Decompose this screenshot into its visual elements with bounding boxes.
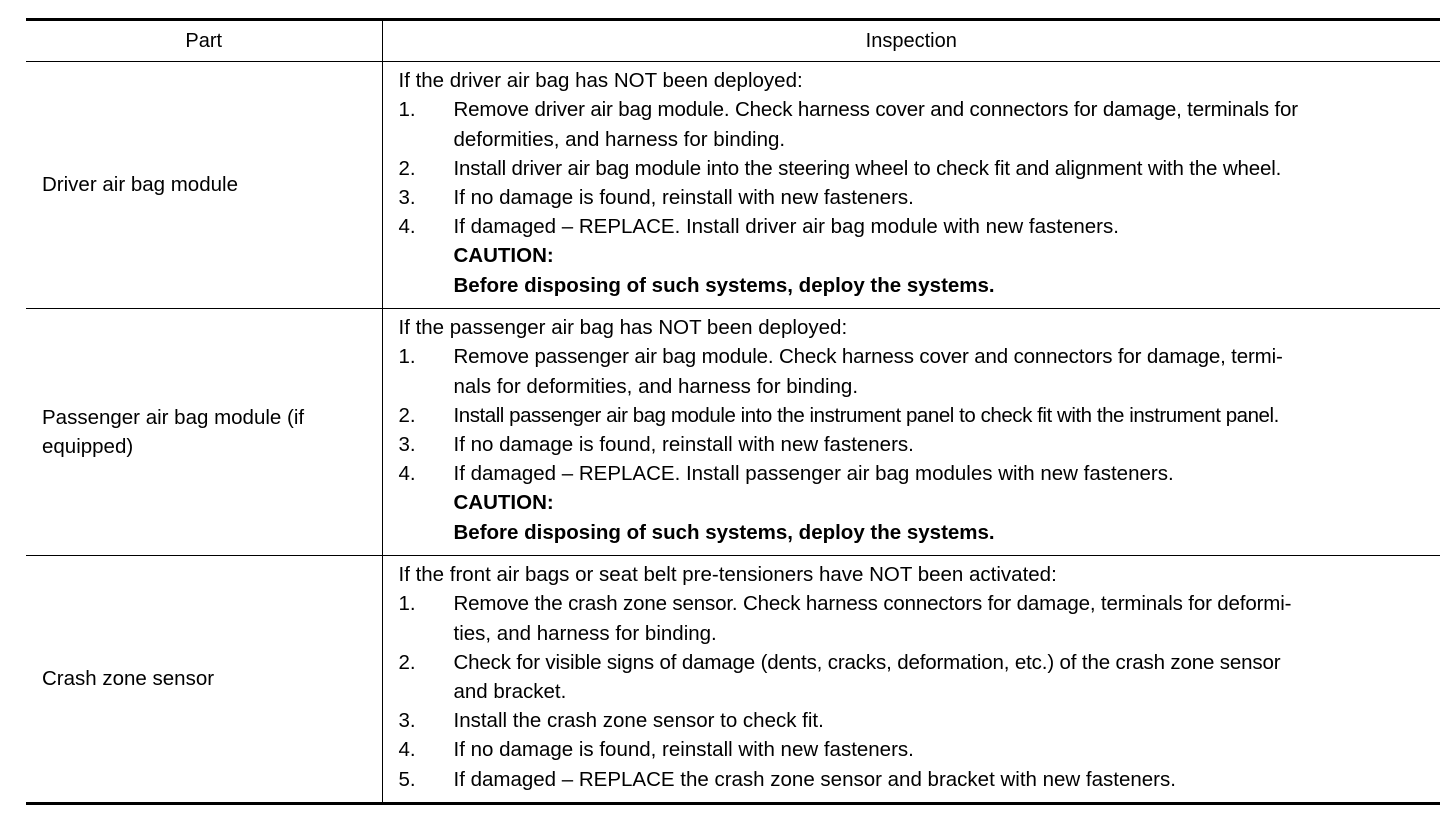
step-text-line: deformities, and harness for binding.: [453, 127, 786, 151]
step-number: 4.: [398, 738, 416, 762]
table-header-row: [26, 20, 1440, 62]
step-text-line: Remove the crash zone sensor. Check harness connectors for damage, terminals for deformi-: [453, 592, 1292, 616]
step-number: 4.: [398, 215, 416, 239]
step-text-line: Check for visible signs of damage (dents, cracks, deformation, etc.) of the crash zone sensor: [453, 650, 1281, 674]
step-text-line: Remove passenger air bag module. Check harness cover and connectors for damage, termi-: [453, 345, 1283, 369]
step-text: If no damage is found, reinstall with new fasteners.: [453, 738, 914, 762]
inspection-step: [399, 589, 1441, 647]
step-text: If no damage is found, reinstall with new fasteners.: [453, 186, 914, 209]
step-number: 2.: [398, 403, 416, 427]
table-row: [26, 556, 1440, 804]
step-text-line: nals for deformities, and harness for binding.: [453, 374, 859, 398]
inspection-step: [399, 95, 1441, 153]
inspection-intro: If the passenger air bag has NOT been deployed:: [398, 316, 848, 340]
inspection-cell: [382, 556, 1440, 804]
inspection-step: [399, 154, 1441, 183]
inspection-intro: If the driver air bag has NOT been deployed:: [398, 69, 803, 93]
part-cell: [26, 62, 382, 309]
step-number: 3.: [398, 433, 416, 456]
step-number: 2.: [398, 650, 416, 674]
inspection-step: [399, 342, 1441, 400]
part-name-line: equipped): [42, 435, 134, 458]
step-text-line: and bracket.: [453, 680, 567, 703]
inspection-step: [399, 648, 1441, 706]
table-row: [26, 62, 1440, 309]
inspection-intro: If the front air bags or seat belt pre-tensioners have NOT been activated:: [398, 563, 1057, 587]
step-number: 1.: [398, 345, 416, 369]
inspection-step: [399, 765, 1441, 794]
part-cell: [26, 556, 382, 804]
step-number: 3.: [398, 186, 416, 209]
header-inspection: Inspection: [382, 20, 1440, 62]
inspection-step: [399, 706, 1441, 735]
part-name: Crash zone sensor: [42, 667, 215, 691]
inspection-step: [399, 459, 1441, 488]
step-number: 5.: [398, 767, 416, 791]
inspection-step: [399, 401, 1441, 430]
inspection-cell: [382, 309, 1440, 556]
step-text: [454, 589, 1441, 647]
caution-text: Before disposing of such systems, deploy the systems.: [453, 273, 995, 297]
part-name: Driver air bag module: [42, 173, 238, 197]
step-text-line: ties, and harness for binding.: [453, 621, 717, 645]
table-row: [26, 309, 1440, 556]
step-text: Install driver air bag module into the steering wheel to check fit and alignment with the wheel.: [453, 156, 1282, 180]
caution-label: CAUTION:: [453, 491, 554, 515]
step-text: [454, 95, 1441, 153]
inspection-step: [399, 212, 1441, 241]
inspection-step: [399, 183, 1441, 212]
step-number: 1.: [398, 98, 416, 122]
caution-label: CAUTION:: [453, 244, 554, 268]
step-text-line: Remove driver air bag module. Check harness cover and connectors for damage, terminals for: [453, 98, 1298, 122]
inspection-cell: [382, 62, 1440, 309]
part-cell: [26, 309, 382, 556]
step-text: [454, 342, 1441, 400]
header-part: Part: [26, 20, 382, 62]
step-text: If no damage is found, reinstall with new fasteners.: [453, 433, 914, 456]
step-text: Install the crash zone sensor to check fit.: [453, 709, 824, 733]
step-text: If damaged – REPLACE. Install driver air bag module with new fasteners.: [453, 215, 1119, 239]
step-number: 4.: [398, 462, 416, 486]
step-text: Install passenger air bag module into the instrument panel to check fit with the instrument panel.: [453, 403, 1279, 427]
inspection-step: [399, 430, 1441, 459]
step-text: If damaged – REPLACE the crash zone sensor and bracket with new fasteners.: [453, 767, 1176, 791]
step-number: 1.: [398, 592, 416, 616]
step-text: If damaged – REPLACE. Install passenger air bag modules with new fasteners.: [453, 462, 1174, 486]
part-name-line: Passenger air bag module (if: [42, 405, 305, 429]
step-text: [454, 648, 1441, 706]
inspection-step: [399, 735, 1441, 764]
step-number: 3.: [398, 709, 416, 733]
step-number: 2.: [398, 156, 416, 180]
inspection-table: [26, 18, 1440, 805]
caution-text: Before disposing of such systems, deploy the systems.: [453, 520, 995, 544]
